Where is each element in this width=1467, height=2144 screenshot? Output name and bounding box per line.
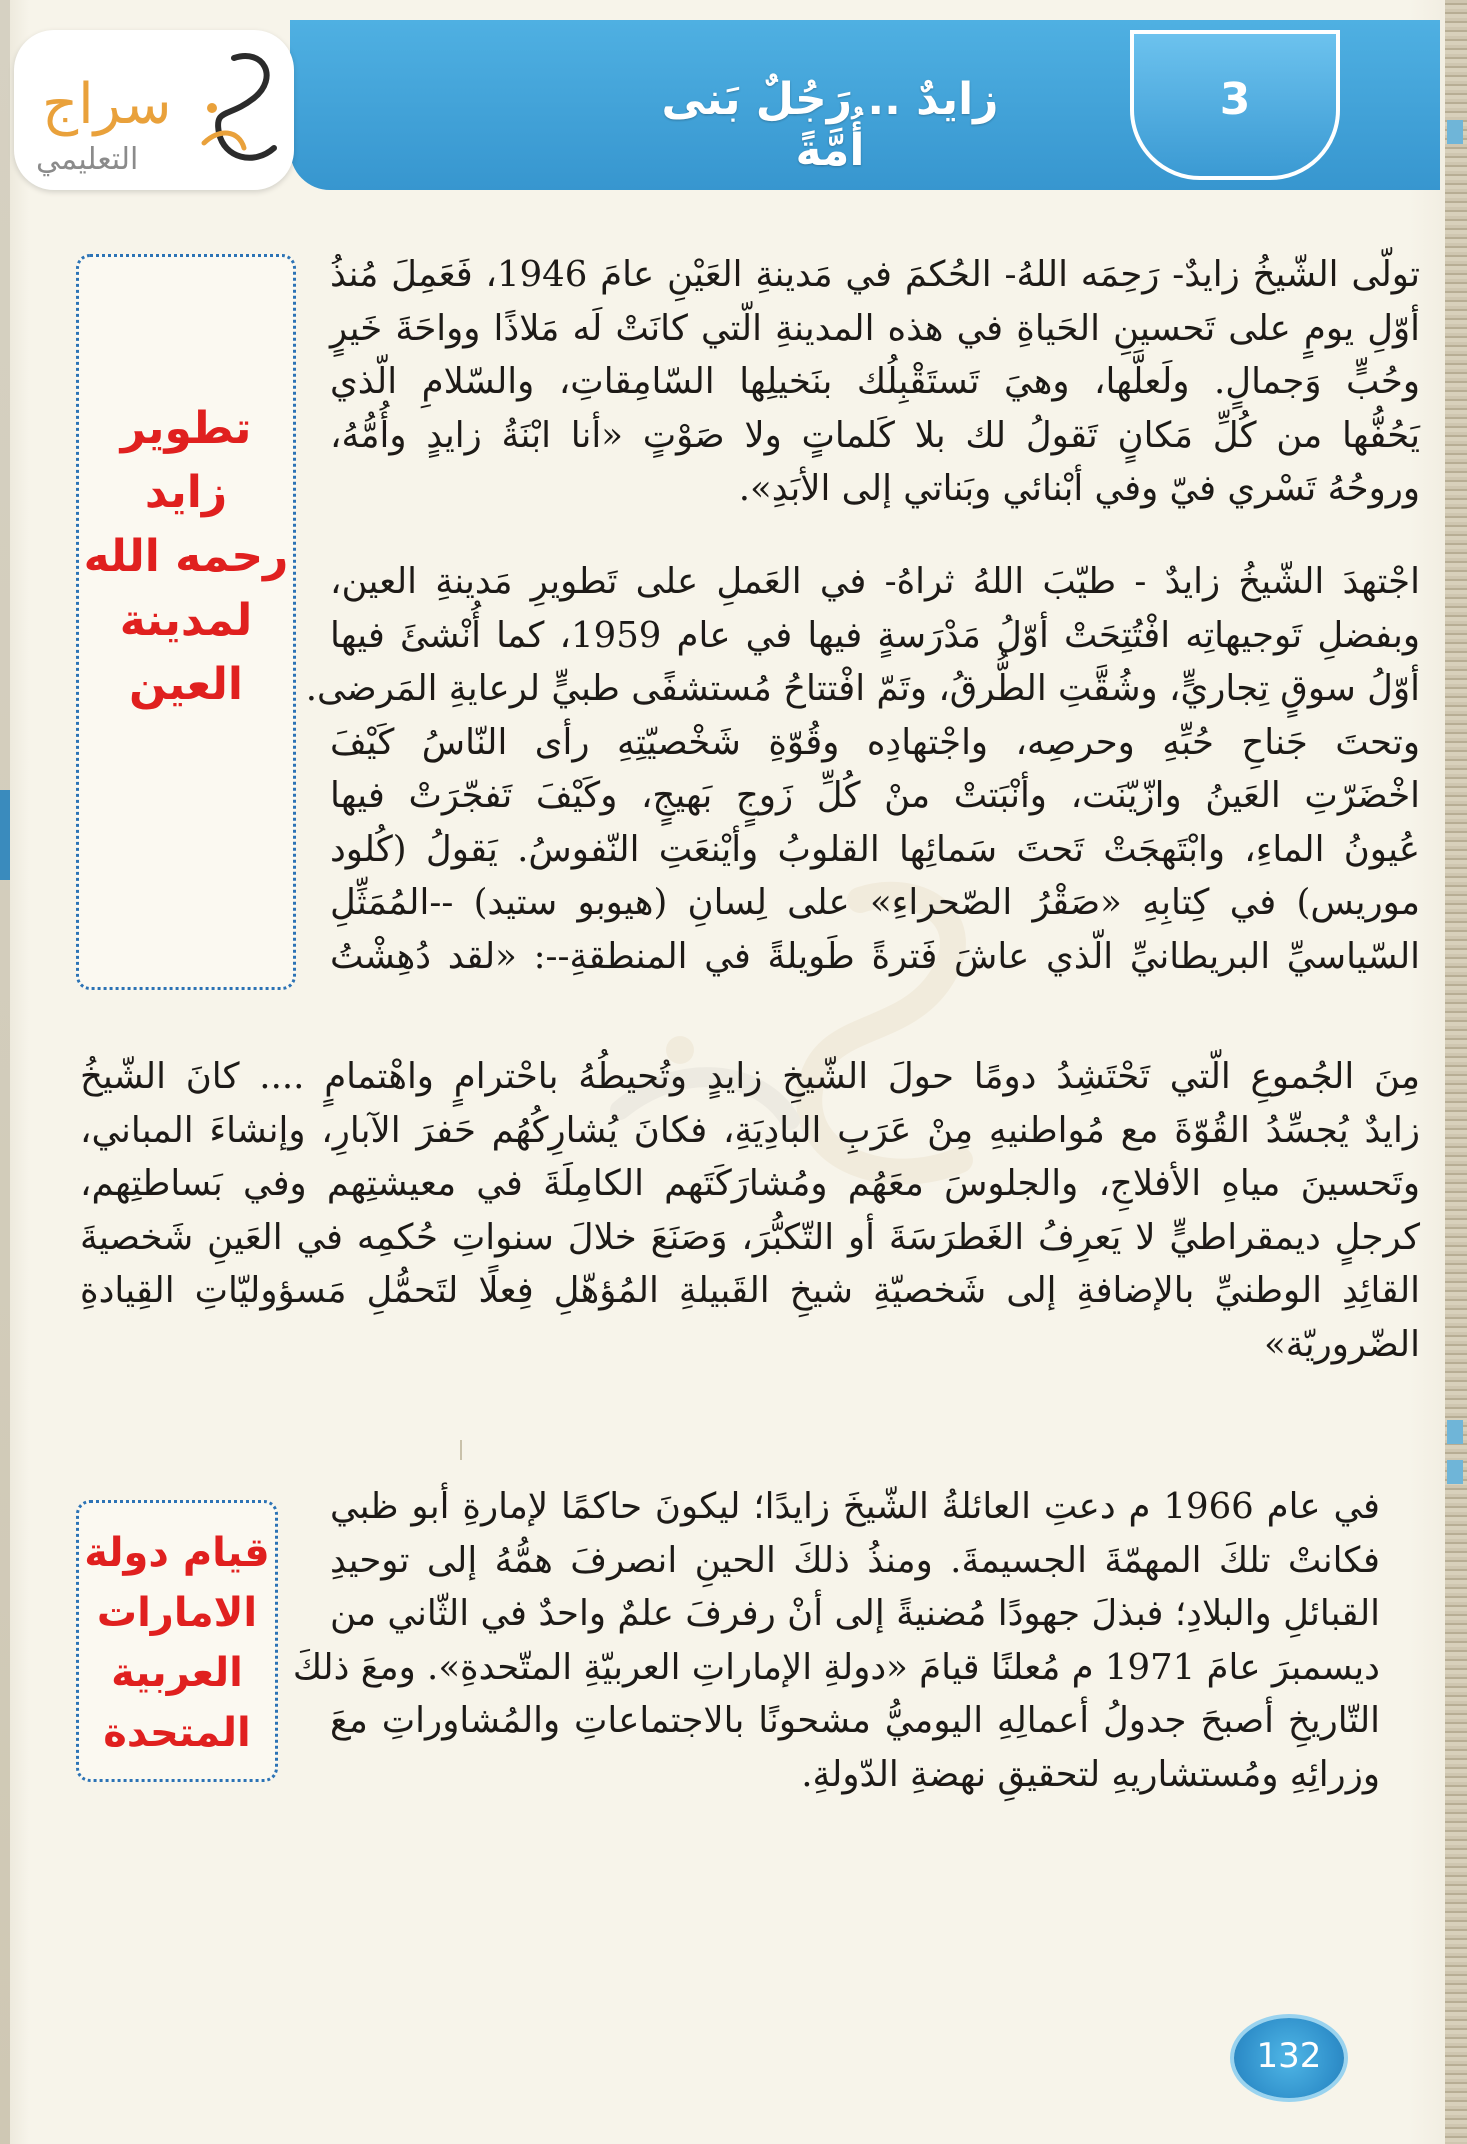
page-edge bbox=[1445, 0, 1467, 2144]
text-line: أوّلِ يومٍ على تَحسينِ الحَياةِ في هذه المدينةِ الّتي كانَتْ لَه مَلاذًا وواحَةَ خَيرٍ bbox=[330, 307, 1420, 349]
text-line: كرجلٍ ديمقراطيٍّ لا يَعرِفُ الغَطرَسَةَ أو التّكبُّرَ، وَصَنَعَ خلالَ سنواتِ حُكمِه في العَينِ شَخصيةَ bbox=[80, 1216, 1420, 1258]
text-line: اجْتهدَ الشّيخُ زايدٌ - طيّبَ اللهُ ثراهُ- في العَملِ على تَطويرِ مَدينةِ العين، bbox=[330, 561, 1420, 602]
text-line: ديسمبرَ عامَ 1971 م مُعلنًا قيامَ «دولةِ الإماراتِ العربيّةِ المتّحدةِ». ومعَ ذلكَ bbox=[292, 1646, 1380, 1688]
text-line: موريس) في كِتابِهِ «صَقْرُ الصّحراءِ» على لِسانِ (هيوبو ستيد) --المُمَثِّلِ bbox=[330, 882, 1420, 923]
text-line: اخْضَرّتِ العَينُ وازّيّنَت، وأنْبَتتْ منْ كُلِّ زَوجٍ بَهيجٍ، وكَيْفَ تَفجّرَتْ فيها bbox=[330, 775, 1420, 816]
text-line: أوّلُ سوقٍ تِجاريٍّ، وشُقَّتِ الطُّرقُ، وتَمّ افْتتاحُ مُستشفًى طبيٍّ لرعايةِ المَرضى. bbox=[305, 668, 1420, 709]
text-line: التّاريخِ أصبحَ جدولُ أعمالِهِ اليوميُّ مشحونًا بالاجتماعاتِ والمُشاوراتِ معَ bbox=[330, 1700, 1380, 1741]
logo-subtitle: التعليمي bbox=[36, 142, 139, 177]
text-line: القبائلِ والبلادِ؛ فبذلَ جهودًا مُضنيةً إلى أنْ رفرفَ علمٌ واحدٌ في الثّاني من bbox=[330, 1593, 1380, 1634]
text-line: السّياسيِّ البريطانيِّ الّذي عاشَ فَترةً طَويلةً في المنطقةِ--: «لقد دُهِشْتُ bbox=[330, 935, 1420, 977]
paragraph-4 bbox=[292, 1480, 1381, 1801]
page-number-badge bbox=[1234, 2018, 1344, 2098]
side-note-line: المتحدة bbox=[103, 1710, 251, 1756]
page-binding-strip bbox=[0, 0, 10, 2144]
chapter-number-badge bbox=[1130, 30, 1340, 180]
chapter-number: 3 bbox=[1219, 74, 1251, 125]
side-note-line: العربية bbox=[111, 1650, 243, 1696]
side-note-line: قيام دولة bbox=[84, 1530, 270, 1576]
side-note-line: الامارات bbox=[96, 1590, 258, 1636]
logo bbox=[14, 30, 294, 190]
text-line: فكانتْ تلكَ المهمّةَ الجسيمةَ. ومنذُ ذلكَ الحينِ انصرفَ همُّهُ إلى توحيدِ bbox=[330, 1539, 1380, 1581]
text-line: زايدٌ يُجسِّدُ القُوّةَ مع مُواطنيهِ مِنْ عَرَبِ البادِيَةِ، فكانَ يُشارِكُهُم حَفرَ الآبارِ، وإنشاءَ المباني، bbox=[80, 1109, 1420, 1151]
logo-name: سراج bbox=[42, 72, 172, 137]
text-line: وبفضلِ تَوجيهاتِه افْتُتِحَتْ أوّلُ مَدْرَسةٍ فيها في عام 1959، كما أُنْشئَ فيها bbox=[330, 614, 1420, 656]
side-note-text bbox=[79, 397, 293, 717]
text-line: وتَحسينَ مياهِ الأفلاجِ، والجلوسَ معَهُم ومُشارَكَتَهم الكامِلَةَ في معيشتِهم وفي بَساطتِهم، bbox=[80, 1163, 1420, 1204]
chapter-title: زايدٌ .. رَجُلٌ بَنى أُمَّةً bbox=[661, 74, 999, 176]
section-divider bbox=[460, 1440, 462, 1460]
text-line: وزرائِهِ ومُستشاريهِ لتحقيقِ نهضةِ الدّولةِ. bbox=[801, 1753, 1380, 1795]
paragraph-3-quote bbox=[80, 1050, 1420, 1371]
text-line: وروحُهُ تَسْري فيّ وفي أبْنائي وبَناتي إلى الأبَدِ». bbox=[738, 468, 1420, 509]
text-line: وتحتَ جَناحِ حُبِّهِ وحرصِه، واجْتهادِه وقُوّةِ شَخْصيّتِهِ رأى النّاسُ كَيْفَ bbox=[330, 721, 1420, 763]
text-line: القائِدِ الوطنيِّ بالإضافةِ إلى شَخصيّةِ شيخِ القَبيلةِ المُؤهّلِ فِعلًا لتَحمُّلِ مَسؤوليّاتِ القِيادةِ bbox=[80, 1270, 1420, 1311]
calligraphy-icon bbox=[194, 48, 284, 178]
text-line: تولّى الشّيخُ زايدٌ- رَحِمَه اللهُ- الحُكمَ في مَدينةِ العَيْنِ عامَ 1946، فَعَمِلَ مُنذُ bbox=[330, 254, 1420, 295]
text-line: عُيونُ الماءِ، وابْتَهجَتْ تَحتَ سَمائِها القلوبُ وأيْنعَتِ النّفوسُ. يَقولُ (كُلود bbox=[330, 828, 1420, 870]
side-note-line: رحمه الله bbox=[83, 531, 289, 582]
text-line: في عام 1966 م دعتِ العائلةُ الشّيخَ زايدًا؛ ليكونَ حاكمًا لإمارةِ أبو ظبي bbox=[330, 1486, 1381, 1527]
text-line: وحُبٍّ وَجمالٍ. ولَعلَّها، وهيَ تَستَقْبِلُك بنَخيلِها السّامِقاتِ، والسّلامِ الّذي bbox=[330, 361, 1420, 402]
side-note-line: تطوير زايد bbox=[120, 403, 252, 518]
text-line: يَحُفُّها من كُلِّ مَكانٍ تَقولُ لك بلا كَلماتٍ ولا صَوْتٍ «أنا ابْنَةُ زايدٍ وأُمُّهُ، bbox=[330, 414, 1420, 456]
side-note-uae-founding bbox=[76, 1500, 278, 1782]
side-note-line: لمدينة bbox=[119, 595, 253, 646]
page-number: 132 bbox=[1256, 2036, 1322, 2076]
text-line: الضّروريّة» bbox=[1264, 1323, 1420, 1365]
paragraph-2 bbox=[305, 555, 1420, 983]
paragraph-1 bbox=[330, 248, 1420, 516]
side-note-line: العين bbox=[129, 659, 243, 710]
side-note-text bbox=[79, 1523, 275, 1763]
side-note-city-development bbox=[76, 254, 296, 990]
text-line: مِنَ الجُموعِ الّتي تَحْتَشِدُ دومًا حولَ الشّيخِ زايدٍ وتُحيطُهُ باحْترامٍ واهْتمامٍ .... كانَ الشّيخُ bbox=[80, 1056, 1420, 1097]
